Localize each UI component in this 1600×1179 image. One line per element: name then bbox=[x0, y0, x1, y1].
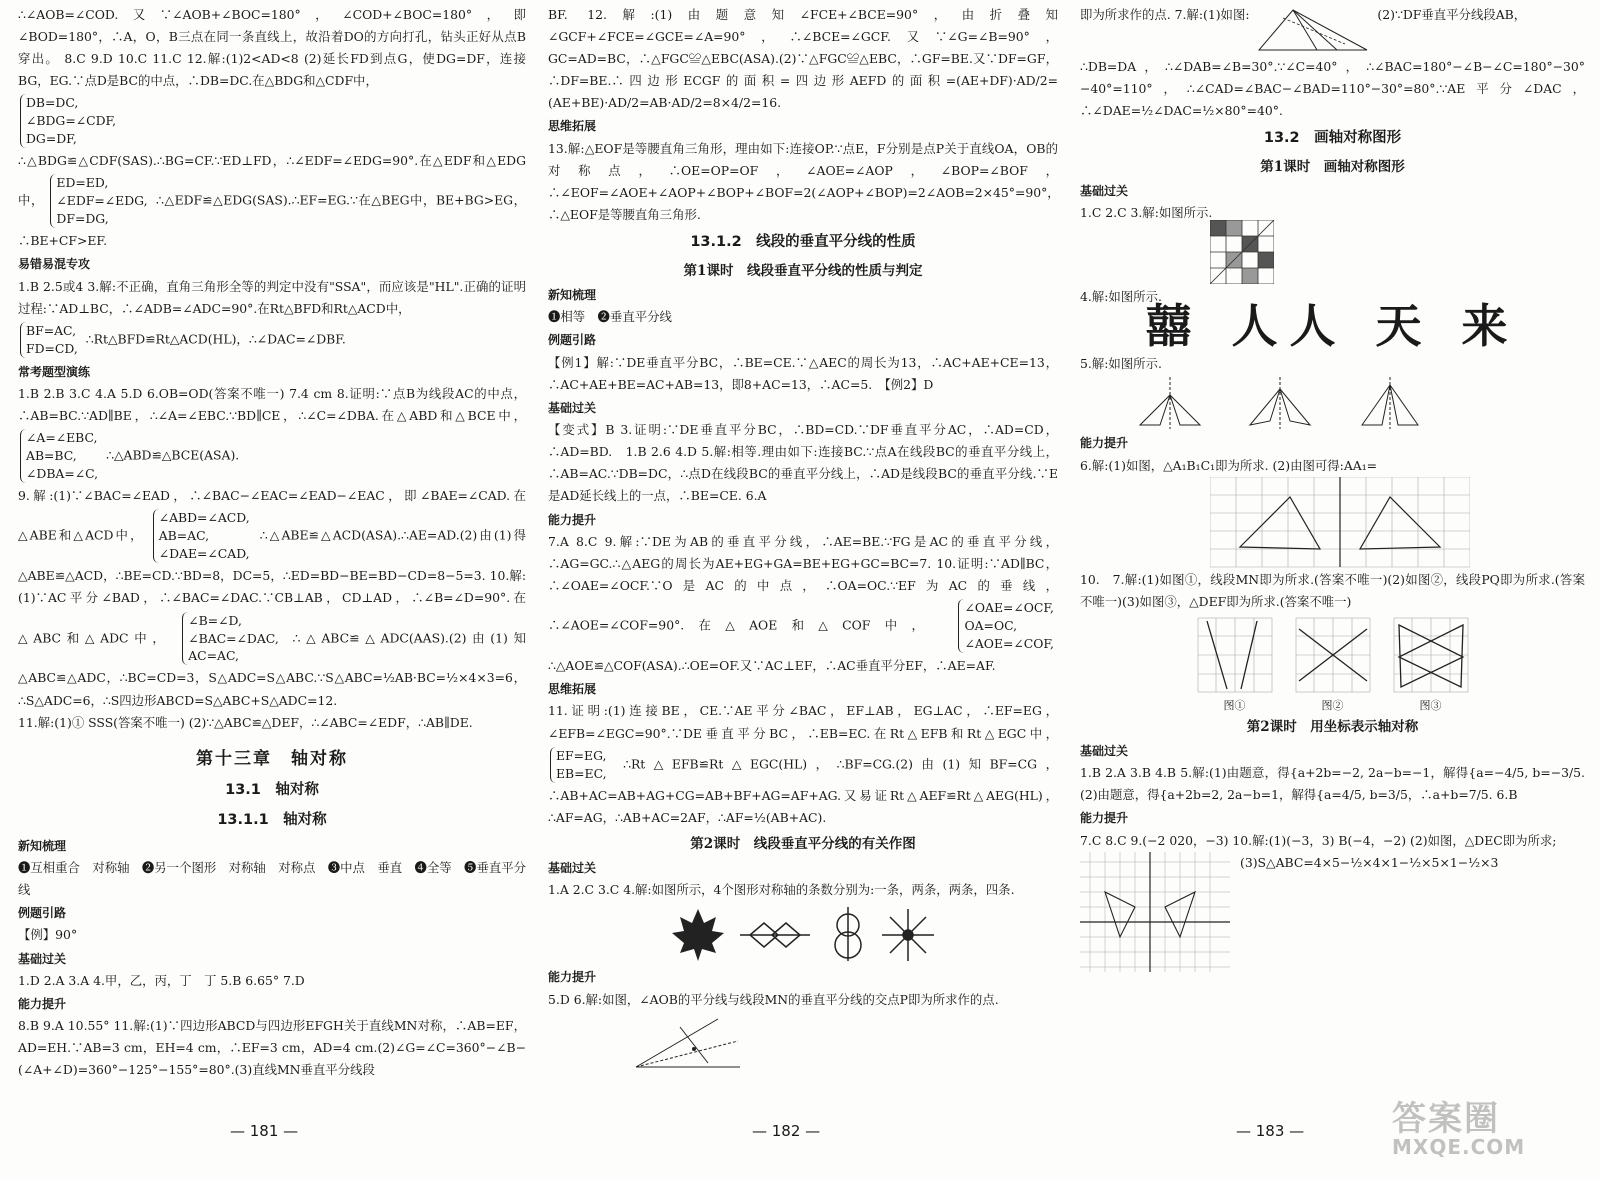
brace-system: ∠ABD=∠ACD, AB=AC, ∠DAE=∠CAD, bbox=[153, 509, 250, 563]
brace-system: ∠A=∠EBC, AB=BC, ∠DBA=∠C, bbox=[20, 429, 98, 483]
section-heading: 基础过关 bbox=[548, 860, 597, 875]
paragraph: 11.解:(1)① SSS(答案不唯一) (2)∵△ABC≌△DEF，∴∠ABC=∠EDF，∴AB∥DE. bbox=[18, 714, 473, 730]
paragraph: 1.C 2.C 3.解:如图所示. bbox=[1080, 205, 1213, 221]
paragraph: 即为所求作的点. 7.解:(1)如图: (2)∵DF垂直平分线段AB， bbox=[1080, 4, 1585, 56]
grid-figure-1 bbox=[1197, 617, 1273, 693]
paragraph: 【例】90° bbox=[18, 927, 78, 943]
section-heading: 能力提升 bbox=[18, 996, 67, 1011]
watermark-text: 答案圈 bbox=[1392, 1099, 1500, 1139]
lesson-title: 第2课时 用坐标表示轴对称 bbox=[1246, 718, 1419, 735]
section-heading: 能力提升 bbox=[1080, 436, 1129, 451]
paragraph: 1.B 2.B 3.C 4.A 5.D 6.OB=OD(答案不唯一) 7.4 cm 8.证明:∵点B为线段AC的中点，∴AB=BC.∵AD∥BE，∴∠A=∠EBC.∵BD∥CE，∴∠C=∠DBA.在△ABD和△BCE中， ∠A=∠EBC, AB=BC, ∠DBA=∠C, ∴△ABD≌△BCE(ASA). bbox=[18, 386, 526, 482]
figure-3 bbox=[1393, 617, 1469, 711]
figure-row bbox=[1080, 617, 1585, 711]
brace-line: DG=DF, bbox=[26, 131, 77, 147]
paragraph: ∴DB=DA，∴∠DAB=∠B=30°.∵∠C=40°，∴∠BAC=180°−∠B−∠C=180°−30°−40°=110°，∴∠CAD=∠BAC−∠BAD=110°−30°=80°.∵AE平分∠DAC，∴∠DAE=½∠DAC=½×80°=40°. bbox=[1080, 59, 1585, 119]
figure-label: 图② bbox=[1321, 698, 1344, 712]
paragraph: 4.解:如图所示. bbox=[1080, 289, 1162, 305]
section-heading: 新知梳理 bbox=[18, 838, 67, 853]
brace-system: ∠OAE=∠OCF, OA=OC, ∠AOE=∠COF, bbox=[958, 599, 1054, 653]
paragraph: 1.B 2.A 3.B 4.B 5.解:(1)由题意，得{a+2b=−2, 2a−b=−1，解得{a=−4/5, b=−3/5.(2)由题意，得{a+2b=2, 2a−b=1，解得{a=4/5, b=3/5，∴a+b=7/5. 6.B bbox=[1080, 765, 1585, 803]
section-heading: 基础过关 bbox=[1080, 743, 1129, 758]
figure-label: 图③ bbox=[1419, 698, 1442, 712]
paragraph: ❶相等 ❷垂直平分线 bbox=[548, 309, 672, 325]
section-heading: 思维拓展 bbox=[548, 682, 597, 697]
section-heading: 基础过关 bbox=[548, 400, 597, 415]
column-181 bbox=[18, 4, 526, 1082]
grid-figure-2 bbox=[1295, 617, 1371, 693]
section-title: 13.2 画轴对称图形 bbox=[1263, 130, 1402, 147]
section-heading: 基础过关 bbox=[18, 951, 67, 966]
section-heading: 能力提升 bbox=[548, 970, 597, 985]
star-figure bbox=[882, 909, 934, 961]
brace-system: BF=AC, FD=CD, bbox=[20, 322, 78, 358]
watermark-logo bbox=[1392, 1099, 1582, 1166]
paragraph: ∴△BDG≌△CDF(SAS).∴BG=CF.∵ED⊥FD，∴∠EDF=∠EDG=90°.在△EDF和△EDG中， ED=ED, ∠EDF=∠EDG, DF=DG, ∴△EDF≌△EDG(SAS).∴EF=EG.∵在△BEG中，BE+BG>EG，∴BE+CF>EF. bbox=[18, 153, 526, 249]
column-183 bbox=[1080, 4, 1585, 972]
section-heading: 新知梳理 bbox=[548, 287, 597, 302]
brace-system: ED=ED, ∠EDF=∠EDG, DF=DG, bbox=[50, 174, 147, 228]
paragraph: 8.B 9.A 10.55° 11.解:(1)∵四边形ABCD与四边形EFGH关于直线MN对称，∴AB=EF，AD=EH.∵AB=3 cm，EH=4 cm，∴EF=3 cm，AD=4 cm.(2)∠G=∠C=360°−∠B−(∠A+∠D)=360°−125°−155°=80°.(3)直线MN垂直平分线段 bbox=[18, 1018, 526, 1078]
section-heading: 例题引路 bbox=[18, 906, 67, 921]
paragraph: 7.C 8.C 9.(−2 020，−3) 10.解:(1)(−3，3) B(−4，−2) (2)如图，△DEC即为所求; bbox=[1080, 832, 1557, 848]
section-heading: 易错易混专攻 bbox=[18, 257, 91, 272]
gourd-figure bbox=[835, 907, 861, 961]
paragraph: 6.解:(1)如图，△A₁B₁C₁即为所求. (2)由图可得:AA₁= bbox=[1080, 457, 1378, 473]
paragraph: (3)S△ABC=4×5−½×4×1−½×5×1−½×3 bbox=[1240, 854, 1499, 870]
brace-system: ∠B=∠D, ∠BAC=∠DAC, AC=AC, bbox=[182, 612, 279, 666]
section-heading: 基础过关 bbox=[1080, 184, 1129, 199]
page-number: — 181 — bbox=[230, 1122, 299, 1140]
coordinate-plane-figure bbox=[1080, 852, 1230, 972]
paragraph: BF=AC, FD=CD, ∴Rt△BFD≌Rt△ACD(HL)，∴∠DAC=∠DBF. bbox=[18, 320, 526, 360]
section-title: 13.1 轴对称 bbox=[225, 781, 319, 798]
paragraph: 10. 7.解:(1)如图①，线段MN即为所求.(答案不唯一)(2)如图②，线段PQ即为所求.(答案不唯一)(3)如图③，△DEF即为所求.(答案不唯一) bbox=[1080, 571, 1585, 609]
paragraph: ∴∠AOB=∠COD.又∵∠AOB+∠BOC=180°，∠COD+∠BOC=180°，即∠BOD=180°，∴A，O，B三点在同一条直线上，故沿着DO的方向打孔，钻头正好从点B穿出。 8.C 9.D 10.C 11.C 12.解:(1)2<AD<8 (2)延长FD到点G，使DG=DF，连接BG，EG.∵点D是BC的中点，∴DB=DC.在△BDG和△CDF中， bbox=[18, 7, 526, 89]
brace-system: EF=EG, EB=EC, bbox=[550, 747, 607, 783]
equation-brace bbox=[18, 92, 526, 150]
diamond-chain-figure bbox=[740, 923, 810, 947]
chapter-title: 第十三章 轴对称 bbox=[196, 748, 348, 769]
final-row bbox=[1080, 852, 1585, 972]
paragraph: 11.证明:(1)连接BE，CE.∵AE平分∠BAC，EF⊥AB，EG⊥AC，∴EF=EG，∠EFB=∠EGC=90°.∵DE垂直平分BC，∴EB=EC.在Rt△EFB和Rt△EGC中， EF=EG, EB=EC, ∴Rt△EFB≌Rt△EGC(HL)，∴BF=CG.(2)由(1)知BF=CG，∴AB+AC=AB+AG+CG=AB+BF+AG=AF+AG.又易证Rt△AEF≌Rt△AEG(HL)，∴AF=AG，∴AB+AC=2AF，∴AF=½(AB+AC). bbox=[548, 703, 1058, 825]
brace-line: ∠BDG=∠CDF, bbox=[26, 113, 117, 129]
paragraph: 【例1】解:∵DE垂直平分BC，∴BE=CE.∵△AEC的周长为13，∴AC+AE+CE=13，∴AC+AE+BE=AC+AB=13，即8+AC=13，∴AC=5. 【例2】D bbox=[548, 354, 1058, 392]
paragraph: ❶互相重合 对称轴 ❷另一个图形 对称轴 对称点 ❸中点 垂直 ❹全等 ❺垂直平分线 bbox=[18, 859, 527, 897]
paragraph: 9.解:(1)∵∠BAC=∠EAD，∴∠BAC−∠EAC=∠EAD−∠EAC，即∠BAE=∠CAD.在△ABE和△ACD中， ∠ABD=∠ACD, AB=AC, ∠DAE=∠CAD, ∴△ABE≌△ACD(ASA).∴AE=AD.(2)由(1)得△ABE≌△ACD，∴BE=CD.∵BD=8，DC=5，∴ED=BD−BE=BD−CD=8−5=3. 10.解:(1)∵AC平分∠BAD，∴∠BAC=∠DAC.∵CB⊥AB，CD⊥AD，∴∠B=∠D=90°.在△ABC和△ADC中， ∠B=∠D, ∠BAC=∠DAC, AC=AC, ∴△ABC≌△ADC(AAS).(2)由(1)知△ABC≌△ADC，∴BC=CD=3，S△ADC=S△ABC.∵S△ABC=½AB·BC=½×4×3=6，∴S△ADC=6，∴S四边形ABCD=S△ABC+S△ADC=12. bbox=[18, 488, 526, 708]
figure-2 bbox=[1295, 617, 1371, 711]
reflection-triangles-figure bbox=[1130, 375, 1460, 431]
paragraph: 1.D 2.A 3.A 4.甲，乙，丙，丁 丁 5.B 6.65° 7.D bbox=[18, 972, 305, 988]
figure-1 bbox=[1197, 617, 1273, 711]
symmetric-characters: 囍 人人 天 来 bbox=[1145, 298, 1520, 353]
symmetric-figures-diagram bbox=[668, 905, 938, 963]
section-heading: 例题引路 bbox=[548, 333, 597, 348]
paragraph: 13.解:△EOF是等腰直角三角形，理由如下:连接OP.∵点E，F分别是点P关于直线OA，OB的对称点，∴OE=OP=OF，∠AOE=∠AOP，∠BOP=∠BOF，∴∠EOF=∠AOE+∠AOP+∠BOP+∠BOF=2(∠AOP+∠BOP)=2∠AOB=2×45°=90°，∴△EOF是等腰直角三角形. bbox=[548, 140, 1060, 222]
figure-label: 图① bbox=[1223, 698, 1246, 712]
subsection-title: 13.1.1 轴对称 bbox=[217, 811, 327, 828]
grid-shading-figure bbox=[1210, 220, 1274, 284]
bisector-construction-diagram bbox=[628, 1013, 748, 1073]
page-number: — 183 — bbox=[1236, 1122, 1305, 1140]
coordinate-grid-figure bbox=[1210, 477, 1470, 569]
paragraph: 【变式】B 3.证明:∵DE垂直平分BC，∴BD=CD.∵DF垂直平分AC，∴AD=CD，∴AD=BD. 1.B 2.6 4.D 5.解:相等.理由如下:连接BC.∵点A在线段BC的垂直平分线上，∴AB=AC.∵DB=DC，∴点D在线段BC的垂直平分线上，∴AD是线段BC的垂直平分线.∵E是AD延长线上的一点，∴BE=CE. 6.A bbox=[548, 422, 1058, 504]
paragraph: 1.A 2.C 3.C 4.解:如图所示，4个图形对称轴的条数分别为:一条，两条，两条，四条. bbox=[548, 882, 1015, 898]
section-heading: 常考题型演练 bbox=[18, 364, 91, 379]
triangle-construction-diagram bbox=[1253, 4, 1373, 56]
lesson-title: 第1课时 线段垂直平分线的性质与判定 bbox=[683, 262, 923, 279]
watermark-url: MXQE.COM bbox=[1392, 1135, 1526, 1159]
paragraph: 5.解:如图所示. bbox=[1080, 356, 1162, 372]
lesson-title: 第2课时 线段垂直平分线的有关作图 bbox=[690, 835, 916, 852]
brace-line: DB=DC, bbox=[26, 95, 79, 111]
section-heading: 能力提升 bbox=[1080, 811, 1129, 826]
lesson-title: 第1课时 画轴对称图形 bbox=[1260, 159, 1405, 176]
column-182 bbox=[548, 4, 1058, 1073]
section-heading: 能力提升 bbox=[548, 512, 597, 527]
paragraph: 1.B 2.5或4 3.解:不正确，直角三角形全等的判定中没有"SSA"，而应该是"HL".正确的证明过程:∵AD⊥BC，∴∠ADB=∠ADC=90°.在Rt△BFD和Rt△ACD中， bbox=[18, 278, 526, 316]
page-number: — 182 — bbox=[752, 1122, 821, 1140]
grid-figure-3 bbox=[1393, 617, 1469, 693]
brace-system bbox=[20, 94, 116, 148]
section-heading: 思维拓展 bbox=[548, 119, 597, 134]
paragraph: 7.A 8.C 9.解:∵DE为AB的垂直平分线，∴AE=BE.∵FG是AC的垂直平分线，∴AG=GC.∴△AEG的周长为AE+EG+GA=BE+EG+GC=BC=7. 10.证明:∵AD∥BC，∴∠OAE=∠OCF.∵O是AC的中点，∴OA=OC.∵EF为AC的垂线，∴∠AOE=∠COF=90°.在△AOE和△COF中， ∠OAE=∠OCF, OA=OC, ∠AOE=∠COF, ∴△AOE≌△COF(ASA).∴OE=OF.又∵AC⊥EF，∴AC垂直平分EF，∴AE=AF. bbox=[548, 533, 1058, 674]
paragraph: BF. 12.解:(1)由题意知∠FCE+∠BCE=90°，由折叠知∠GCF+∠FCE=∠GCE=∠A=90°，∴∠BCE=∠GCF.又∵∠G=∠B=90°，GC=AD=BC，∴△FGC≌△EBC(ASA).(2)∵△FGC≌△EBC，∴GF=BE.又∵DF=GF，∴DF=BE.∴四边形ECGF的面积=四边形AEFD的面积=(AE+DF)·AD/2=(AE+BE)·AD/2=AB·AD/2=8×4/2=16. bbox=[548, 7, 1058, 111]
section-title: 13.1.2 线段的垂直平分线的性质 bbox=[690, 234, 916, 251]
paragraph: 5.D 6.解:如图，∠AOB的平分线与线段MN的垂直平分线的交点P即为所求作的点. bbox=[548, 991, 999, 1007]
maple-leaf-figure bbox=[672, 909, 724, 961]
